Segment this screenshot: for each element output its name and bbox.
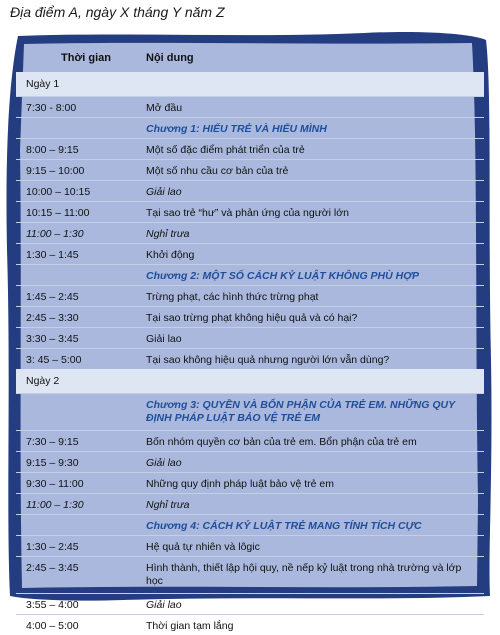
time-column-header: Thời gian <box>61 52 111 64</box>
time-cell: 3:30 – 3:45 <box>26 333 79 345</box>
table-row <box>16 614 484 635</box>
content-cell: Trừng phạt, các hình thức trừng phạt <box>146 291 319 303</box>
table-row <box>16 327 484 348</box>
chapter-title: Chương 1: HIỂU TRẺ VÀ HIỂU MÌNH <box>146 123 327 135</box>
chapter-title: Chương 4: CÁCH KỶ LUẬT TRẺ MANG TÍNH TÍCH CỰC <box>146 520 422 532</box>
time-cell: 9:15 – 9:30 <box>26 457 79 469</box>
time-cell: 10:15 – 11:00 <box>26 207 90 219</box>
schedule-table <box>16 44 484 635</box>
time-cell: 10:00 – 10:15 <box>26 186 91 198</box>
content-cell: Giải lao <box>146 599 182 611</box>
content-cell: Hình thành, thiết lập hội quy, nề nếp kỷ luật trong nhà trường và lớp học <box>146 562 462 587</box>
day-label <box>16 72 484 96</box>
content-cell: Giải lao <box>146 186 182 198</box>
table-row <box>16 180 484 201</box>
table-row <box>16 451 484 472</box>
content-cell: Giải lao <box>146 333 182 345</box>
time-cell: 11:00 – 1:30 <box>26 499 84 511</box>
time-cell: 8:00 – 9:15 <box>26 144 79 156</box>
table-row <box>16 117 484 138</box>
content-cell: Những quy định pháp luật bảo vệ trẻ em <box>146 478 334 490</box>
time-cell: 1:30 – 2:45 <box>26 541 79 553</box>
days-container <box>16 72 484 635</box>
time-cell: 3: 45 – 5:00 <box>26 354 82 366</box>
table-row <box>16 514 484 535</box>
time-cell: 7:30 – 9:15 <box>26 436 79 448</box>
content-cell: Bốn nhóm quyền cơ bản của trẻ em. Bổn phận của trẻ em <box>146 436 417 448</box>
table-row <box>16 96 484 117</box>
chapter-title: Chương 3: QUYỀN VÀ BỔN PHẬN CỦA TRẺ EM. NHỮNG QUY ĐỊNH PHÁP LUẬT BẢO VỆ TRẺ EM <box>146 399 455 424</box>
table-row <box>16 472 484 493</box>
table-row <box>16 393 484 430</box>
content-cell: Một số nhu cầu cơ bản của trẻ <box>146 165 289 177</box>
content-cell: Nghỉ trưa <box>146 499 190 511</box>
table-row <box>16 285 484 306</box>
table-row <box>16 430 484 451</box>
time-cell: 2:45 – 3:30 <box>26 312 79 324</box>
table-row <box>16 535 484 556</box>
content-cell: Khởi động <box>146 249 195 261</box>
table-row <box>16 593 484 614</box>
table-row <box>16 556 484 593</box>
table-row <box>16 243 484 264</box>
content-cell: Tại sao trừng phạt không hiệu quả và có hại? <box>146 312 358 324</box>
table-row <box>16 493 484 514</box>
content-cell: Nghỉ trưa <box>146 228 190 240</box>
time-cell: 2:45 – 3:45 <box>26 562 79 574</box>
table-row <box>16 306 484 327</box>
content-cell: Một số đặc điểm phát triển của trẻ <box>146 144 305 156</box>
table-row <box>16 222 484 243</box>
time-cell: 9:15 – 10:00 <box>26 165 85 177</box>
content-cell: Tại sao không hiệu quả nhưng người lớn vẫn dùng? <box>146 354 390 366</box>
table-row <box>16 348 484 369</box>
content-column-header: Nội dung <box>146 52 194 64</box>
time-cell: 3:55 – 4:00 <box>26 599 79 611</box>
time-cell: 11:00 – 1:30 <box>26 228 84 240</box>
table-header <box>16 44 484 72</box>
content-cell: Hệ quả tự nhiên và lôgic <box>146 541 260 553</box>
chapter-title: Chương 2: MỘT SỐ CÁCH KỶ LUẬT KHÔNG PHÙ HỢP <box>146 270 419 282</box>
content-cell: Tại sao trẻ “hư” và phản ứng của người lớn <box>146 207 349 219</box>
content-cell: Thời gian tạm lắng <box>146 620 234 632</box>
day-label-text: Ngày 1 <box>26 78 60 90</box>
table-row <box>16 264 484 285</box>
table-row <box>16 201 484 222</box>
content-cell: Giải lao <box>146 457 182 469</box>
content-cell: Mở đầu <box>146 102 183 114</box>
day-label-text: Ngày 2 <box>26 375 60 387</box>
table-row <box>16 138 484 159</box>
time-cell: 1:45 – 2:45 <box>26 291 79 303</box>
document-heading: Địa điểm A, ngày X tháng Y năm Z <box>10 4 225 20</box>
time-cell: 7:30 - 8:00 <box>26 102 77 114</box>
time-cell: 9:30 – 11:00 <box>26 478 84 490</box>
time-cell: 4:00 – 5:00 <box>26 620 79 632</box>
day-label <box>16 369 484 393</box>
time-cell: 1:30 – 1:45 <box>26 249 79 261</box>
table-row <box>16 159 484 180</box>
